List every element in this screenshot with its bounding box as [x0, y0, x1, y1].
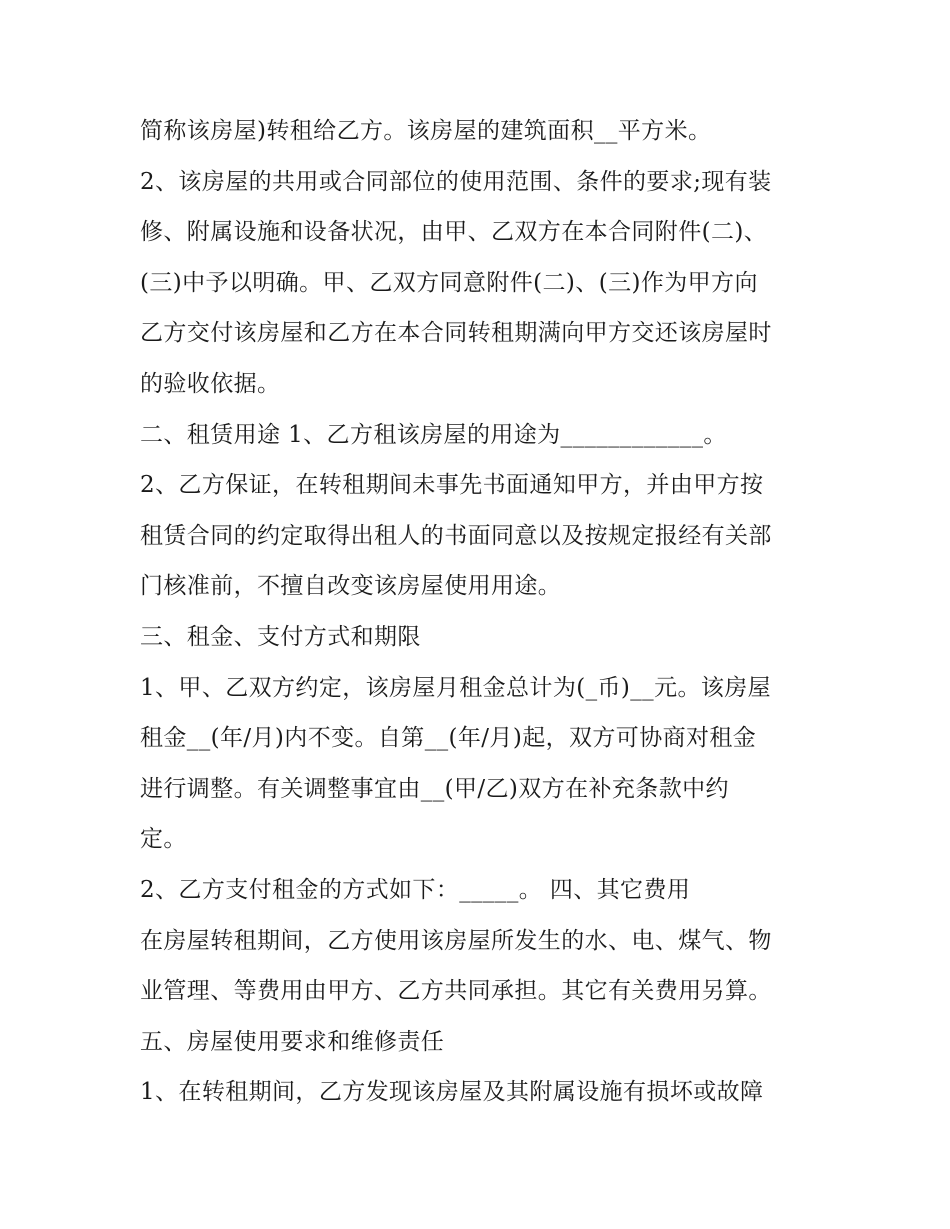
text-line: 修、附属设施和设备状况，由甲、乙双方在本合同附件(二)、	[140, 219, 768, 246]
text-line: 2、乙方保证，在转租期间未事先书面通知甲方，并由甲方按	[140, 472, 764, 499]
text-line: 租赁合同的约定取得出租人的书面同意以及按规定报经有关部	[140, 522, 772, 549]
text-line: (三)中予以明确。甲、乙双方同意附件(二)、(三)作为甲方向	[140, 269, 758, 296]
text-line: 1、甲、乙双方约定，该房屋月租金总计为(_币)__元。该房屋	[140, 674, 772, 701]
text-line: 2、该房屋的共用或合同部位的使用范围、条件的要求;现有装	[140, 168, 772, 195]
text-line: 在房屋转租期间，乙方使用该房屋所发生的水、电、煤气、物	[140, 927, 772, 954]
section-heading-maintenance: 五、房屋使用要求和维修责任	[140, 1028, 445, 1055]
text-line: 门核准前，不擅自改变该房屋使用用途。	[140, 573, 562, 600]
text-line: 进行调整。有关调整事宜由__(甲/乙)双方在补充条款中约	[140, 775, 729, 802]
text-line: 简称该房屋)转租给乙方。该房屋的建筑面积__平方米。	[140, 118, 712, 144]
text-line: 业管理、等费用由甲方、乙方共同承担。其它有关费用另算。	[140, 978, 772, 1005]
text-line: 租金__(年/月)内不变。自第__(年/月)起，双方可协商对租金	[140, 725, 757, 752]
text-line: 1、在转租期间，乙方发现该房屋及其附属设施有损坏或故障	[140, 1079, 764, 1106]
text-line: 乙方交付该房屋和乙方在本合同转租期满向甲方交还该房屋时	[140, 320, 772, 347]
text-line: 2、乙方支付租金的方式如下：_____。 四、其它费用	[140, 876, 691, 903]
document-body	[140, 106, 830, 1118]
text-line: 的验收依据。	[140, 370, 281, 397]
section-heading-usage: 二、租赁用途 1、乙方租该房屋的用途为____________。	[140, 421, 727, 448]
text-line: 定。	[140, 826, 187, 853]
section-heading-rent: 三、租金、支付方式和期限	[140, 623, 421, 650]
